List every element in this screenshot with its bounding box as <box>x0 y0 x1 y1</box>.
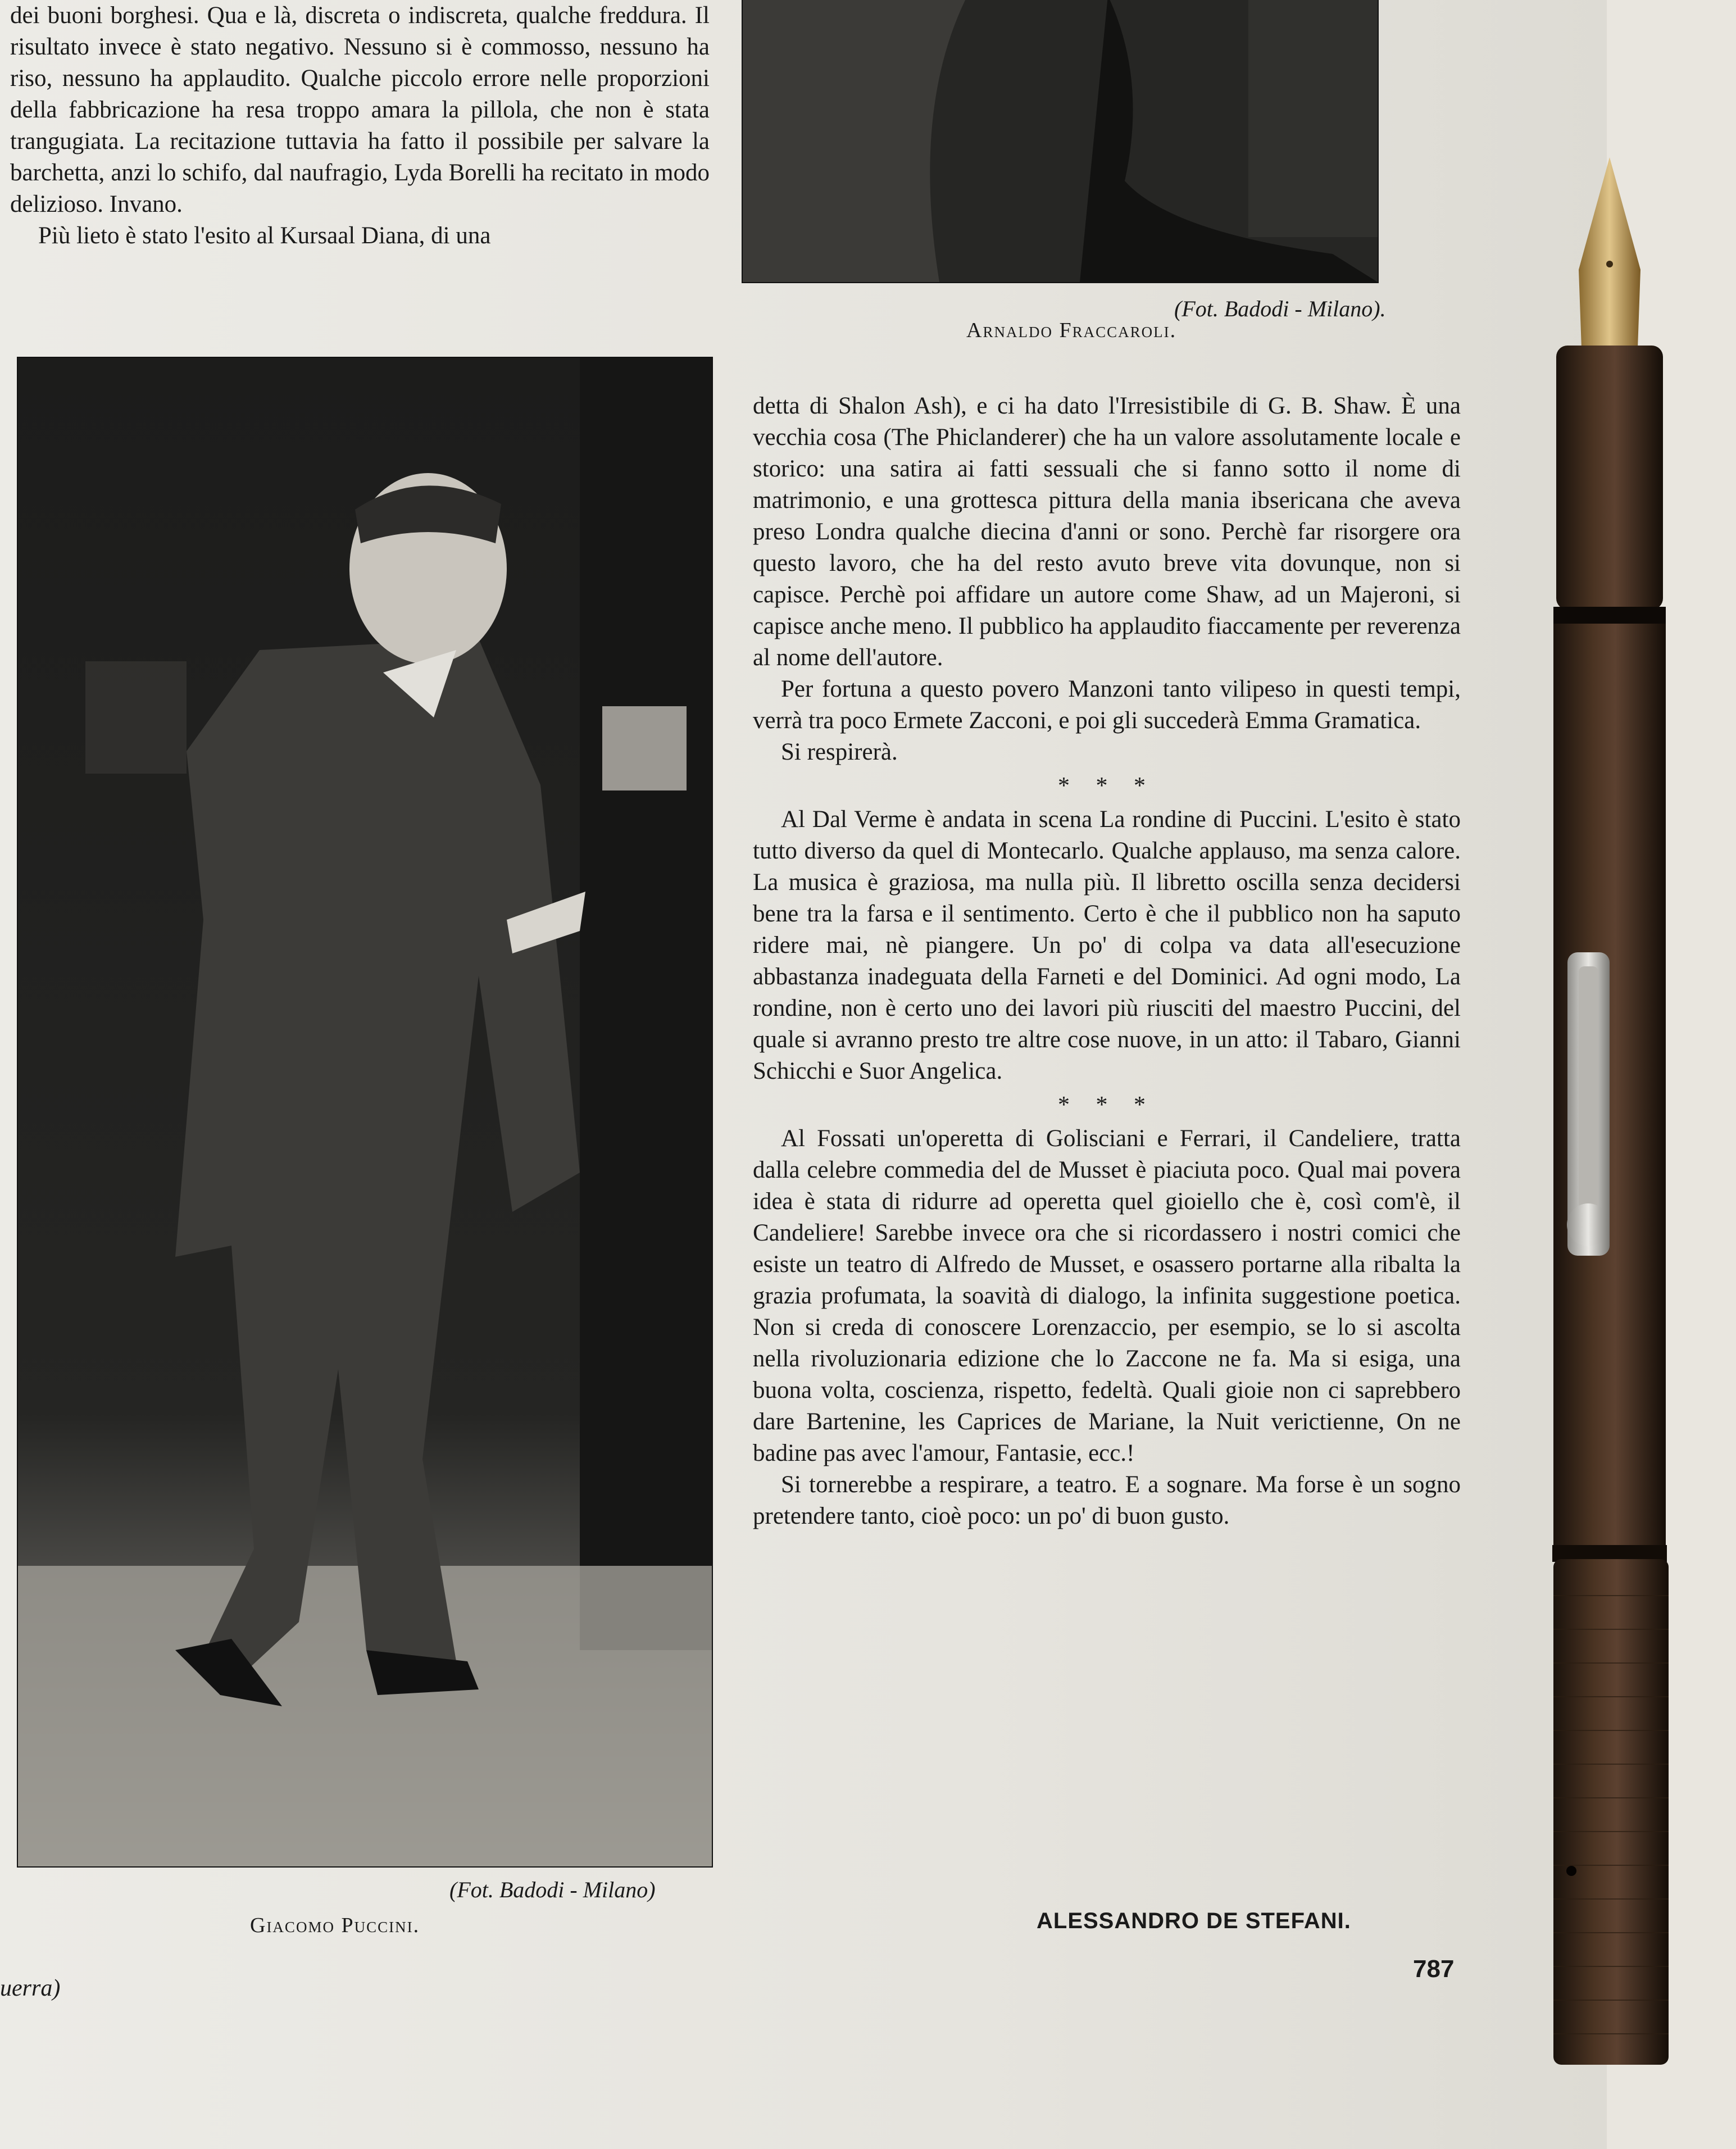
section-divider: * * * <box>1058 773 1156 799</box>
right-column <box>753 390 1461 1532</box>
paragraph-shaw: detta di Shalon Ash), e ci ha dato l'Irresistibile di G. B. Shaw. È una vecchia cosa (The Phiclanderer) che ha un valore assolutamente locale e storico: una satira ai fatti sessuali che si fanno sotto il nome di matrimonio, e una grottesca pittura della mania ibsericana che aveva preso Londra qualche diecina d'anni or sono. Perchè far risorgere ora questo lavoro, che ha del resto avuto breve vita dovunque, non si capisce. Perchè poi affidare un autore come Shaw, ad un Majeroni, si capisce anche meno. Il pubblico ha applaudito fiaccamente per reverenza al nome dell'autore. <box>753 393 1461 671</box>
puccini-photo <box>17 357 713 1868</box>
fraccaroli-photo-credit: (Fot. Badodi - Milano). <box>1174 296 1386 321</box>
pen-cap <box>1553 1559 1669 2065</box>
fountain-pen <box>1531 157 1688 2079</box>
puccini-photo-image <box>18 358 712 1866</box>
pen-section <box>1556 346 1663 610</box>
fraccaroli-photo-name: Arnaldo Fraccaroli. <box>966 319 1177 342</box>
paragraph-candeliere: Al Fossati un'operetta di Golisciani e Ferrari, il Candeliere, tratta dalla celebre commedia del de Musset è piaciuta poco. Qual mai povera idea è stata di ridurre ad operetta quel gioiello che è, così com'è, il Candeliere! Sarebbe invece ora che si ricordassero i nostri comici che esiste un teatro di Alfredo de Musset, e osassero portarne alla ribalta la grazia profumata, la soavità di dialogo, la infinita suggestione poetica. Non si creda di conoscere Lorenzaccio, per esempio, se lo si ascolta nella rivoluzionaria edizione che lo Zaccone ne fa. Ma si esiga, una buona volta, coscienza, rispetto, fedeltà. Quali gioie non ci saprebbero dare Bartenine, les Caprices de Mariane, la Nuit verictienne, On ne badine pas avec l'amour, Fantasie, ecc.! <box>753 1125 1461 1466</box>
paragraph-manzoni: Per fortuna a questo povero Manzoni tanto vilipeso in questi tempi, verrà tra poco Ermete Zacconi, e poi gli succederà Emma Gramatica. <box>753 676 1461 734</box>
footer-left-text: uerra) <box>0 1975 61 2001</box>
paragraph-rondine: Al Dal Verme è andata in scena La rondine di Puccini. L'esito è stato tutto diverso da quel di Montecarlo. Qualche applauso, ma senza calore. La musica è graziosa, ma nulla più. Il libretto oscilla senza decidersi bene tra la farsa e il sentimento. Certo è che il pubblico non ha saputo ridere mai, nè piangere. Un po' di colpa va data all'esecuzione abbastanza inadeguata della Farneti e del Dominici. Ad ogni modo, La rondine, non è certo uno dei lavori più riusciti del maestro Puccini, del quale si avranno presto tre altre cose nuove, in un atto: il Tabaro, Gianni Schicchi e Suor Angelica. <box>753 806 1461 1084</box>
page-number: 787 <box>1413 1955 1455 1983</box>
top-left-paragraph: dei buoni borghesi. Qua e là, discreta o indiscreta, qualche freddura. Il risultato invece è stato negativo. Nessuno si è commosso, nessuno ha riso, nessuno ha applaudito. Qualche piccolo errore nelle proporzioni della fabbricazione ha resa troppo amara la pillola, che non è stata trangugiata. La recitazione tuttavia ha fatto il possibile per salvare la barchetta, anzi lo schifo, dal naufragio, Lyda Borelli ha recitato in modo delizioso. Invano. Più lieto è stato l'esito al Kursaal Diana, di una <box>10 2 710 249</box>
section-divider: * * * <box>1058 1092 1156 1118</box>
author-signature: ALESSANDRO DE STEFANI. <box>1037 1909 1351 1933</box>
paragraph-respirera: Si respirerà. <box>781 739 898 765</box>
paragraph-conclusion: Si tornerebbe a respirare, a teatro. E a sognare. Ma forse è un sogno pretendere tanto, cioè poco: un po' di buon gusto. <box>753 1471 1461 1529</box>
pen-nib <box>1579 157 1640 348</box>
fraccaroli-photo <box>742 0 1379 283</box>
fraccaroli-photo-image <box>743 0 1378 282</box>
puccini-photo-credit: (Fot. Badodi - Milano) <box>449 1877 656 1902</box>
puccini-photo-name: Giacomo Puccini. <box>250 1914 420 1937</box>
